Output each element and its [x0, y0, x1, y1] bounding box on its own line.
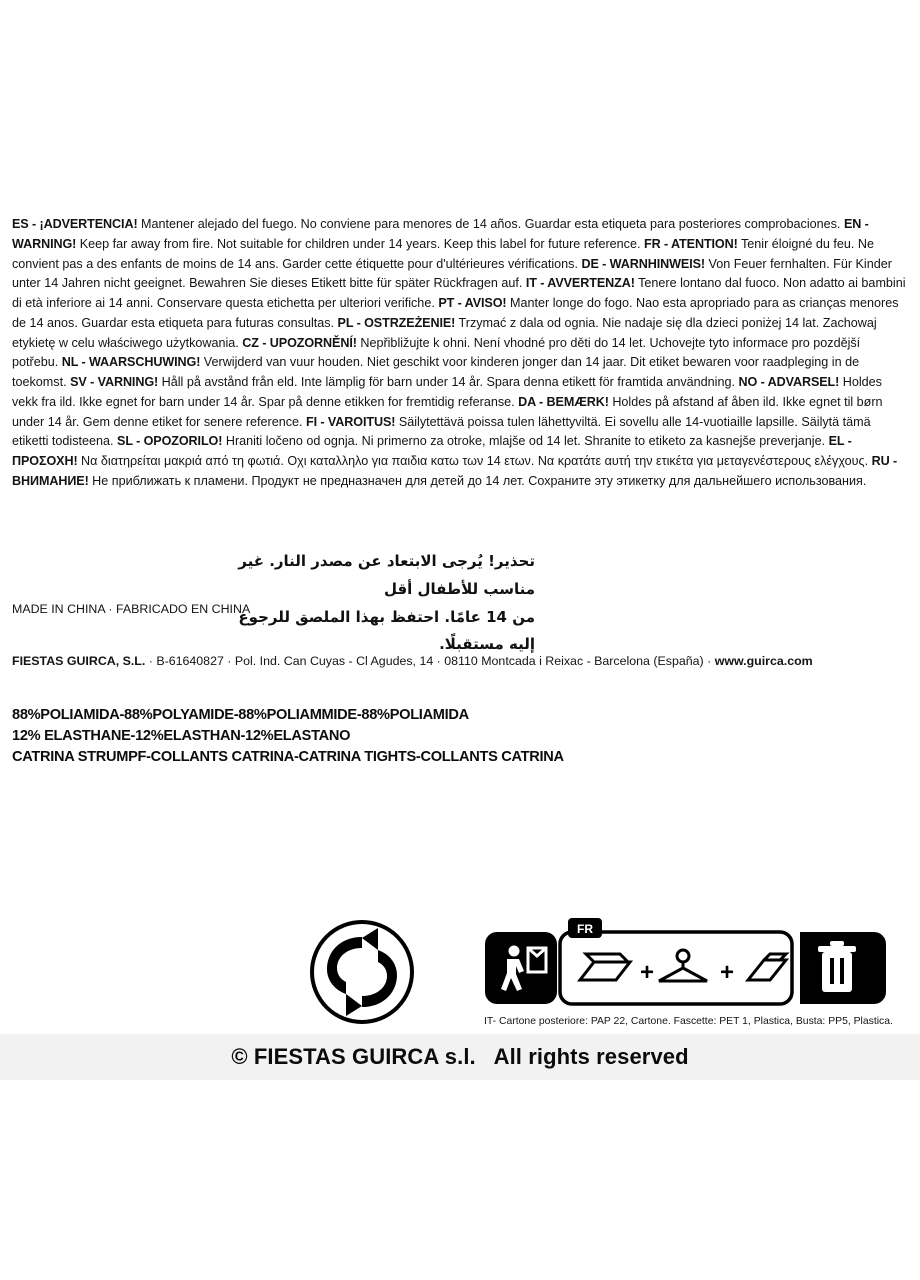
- warning-ru-text: Не приближать к пламени. Продукт не предназначен для детей до 14 лет. Сохраните эту этикетку для дальнейшего использования.: [88, 473, 867, 488]
- disposal-note: IT- Cartone posteriore: PAP 22, Cartone. Fascette: PET 1, Plastica, Busta: PP5, Plastica.: [484, 1016, 893, 1027]
- footer-rights: All rights reserved: [493, 1044, 689, 1069]
- warning-sv-lang: SV - VARNING!: [70, 375, 159, 390]
- disposal-plus-1: +: [639, 959, 655, 986]
- disposal-pictogram-panel: [484, 918, 888, 1016]
- warning-it-text: Tenere lontano dal fuoco. Non adatto ai bambini di età inferiore ai 14 anni. Conservare questa etichetta per ulteriori verifiche.: [12, 276, 906, 311]
- warning-da-lang: DA - BEMÆRK!: [518, 394, 609, 409]
- warning-cz-text: Nepřibližujte k ohni. Není vhodné pro děti do 14 let. Uchovejte tyto informace pro pozdější potřebu.: [12, 335, 861, 370]
- arabic-warning-line-2: من 14 عامًا. احتفظ بهذا الملصق للرجوع إليه مستقبلًا.: [238, 607, 535, 654]
- composition-line-1: 88%POLIAMIDA-88%POLYAMIDE-88%POLIAMMIDE-88%POLIAMIDA: [12, 707, 469, 723]
- warning-es-lang: ES - ¡ADVERTENCIA!: [12, 217, 138, 231]
- company-info: [12, 652, 902, 672]
- warning-nl-lang: NL - WAARSCHUWING!: [61, 355, 201, 370]
- warning-sv-text: Håll på avstånd från eld. Inte lämplig för barn under 14 år. Spara denna etikett för framtida användning.: [158, 375, 739, 390]
- warning-it-lang: IT - AVVERTENZA!: [525, 276, 635, 291]
- warning-de-text: Von Feuer fernhalten. Für Kinder unter 14 Jahren nicht geeignet. Bewahren Sie dieses Etikett bitte für später Rückfragen auf.: [12, 256, 892, 291]
- composition-line-2: 12% ELASTHANE-12%ELASTHAN-12%ELASTANO: [12, 728, 351, 745]
- warning-nl-text: Verwijderd van vuur houden. Niet geschikt voor kinderen jonger dan 14 jaar. Dit etiket bewaren voor raadpleging in de toekomst.: [12, 355, 860, 390]
- warning-sl-text: Hraniti ločeno od ognja. Ni primerno za otroke, mlajše od 14 let. Shranite to etiketo za kasnejše preverjanje.: [222, 434, 829, 449]
- warning-da-text: Holdes på afstand af åben ild. Ikke egnet til børn under 14 år. Gem denne etiket for senere reference.: [12, 394, 883, 429]
- composition-block: [12, 705, 564, 768]
- warning-ru-lang: RU - ВНИМАНИЕ!: [12, 454, 898, 488]
- warning-pl-text: Trzymać z dala od ognia. Nie nadaje się dla dzieci poniżej 14 lat. Zachowaj etykietę w celu właściwego użytkowania.: [12, 315, 877, 350]
- company-address: · B-61640827 · Pol. Ind. Can Cuyas - Cl Agudes, 14 · 08110 Montcada i Reixac - Barcelona (España) ·: [145, 654, 715, 668]
- warning-fr-text: Tenir éloigné du feu. Ne convient pas a des enfants de moins de 14 ans. Garder cette étiquette pour d'ultérieures vérifications.: [12, 236, 875, 271]
- recycling-mobius-icon: [310, 920, 414, 1024]
- warning-no-lang: NO - ADVARSEL!: [738, 375, 840, 390]
- footer-bar: [0, 1034, 920, 1080]
- warning-fi-text: Säilytettävä poissa tulen lähettyviltä. Ei sovellu alle 14-vuotiaille lapsille. Säilytä tämä etiketti todisteena.: [12, 414, 871, 449]
- warning-fi-lang: FI - VAROITUS!: [306, 414, 396, 429]
- multilingual-warning-block: [12, 215, 908, 492]
- warning-cz-lang: CZ - UPOZORNĚNÍ!: [242, 335, 357, 350]
- arabic-warning-line-1: تحذير! يُرجى الابتعاد عن مصدر النار. غير مناسب للأطفال أقل: [238, 552, 535, 598]
- company-website: www.guirca.com: [714, 654, 813, 668]
- warning-fr-lang: FR - ATENTION!: [643, 236, 738, 251]
- warning-pl-lang: PL - OSTRZEŻENIE!: [337, 315, 456, 330]
- disposal-plus-2: +: [719, 959, 735, 986]
- footer-copyright: © FIESTAS GUIRCA s.l.: [231, 1044, 476, 1069]
- warning-en-text: Keep far away from fire. Not suitable for children under 14 years. Keep this label for future reference.: [76, 236, 644, 251]
- warning-no-text: Holdes vekk fra ild. Ikke egnet for barn under 14 år. Spar på denne etikken for fremtidig referanse.: [12, 375, 882, 409]
- composition-line-3: CATRINA STRUMPF-COLLANTS CATRINA-CATRINA TIGHTS-COLLANTS CATRINA: [12, 749, 564, 766]
- company-name: FIESTAS GUIRCA, S.L.: [12, 654, 146, 668]
- made-in-text: MADE IN CHINA · FABRICADO EN CHINA: [12, 602, 251, 616]
- warning-sl-lang: SL - OPOZORILO!: [117, 434, 223, 449]
- warning-pt-lang: PT - AVISO!: [438, 296, 507, 311]
- warning-de-lang: DE - WARNHINWEIS!: [581, 256, 705, 271]
- arabic-warning-block: [235, 548, 535, 659]
- warning-es-text: Mantener alejado del fuego. No conviene para menores de 14 años. Guardar esta etiqueta para posteriores comprobaciones.: [137, 217, 844, 231]
- disposal-badge-fr: FR: [577, 922, 593, 936]
- warning-el-lang: EL - ΠΡΟΣΟΧΗ!: [12, 434, 852, 469]
- footer-text: [231, 1044, 688, 1070]
- warning-en-lang: EN - WARNING!: [12, 217, 869, 251]
- warning-el-text: Να διατηρείται μακριά από τη φωτιά. Οχι καταλληλο για παιδια κατω των 14 ετων. Να κρατάτε αυτή την ετικέτα για μεταγενέστερους ελέγχους.: [77, 454, 872, 469]
- warning-pt-text: Manter longe do fogo. Nao esta apropriado para as crianças menores de 14 anos. Guardar esta etiqueta para futuras consultas.: [12, 296, 899, 330]
